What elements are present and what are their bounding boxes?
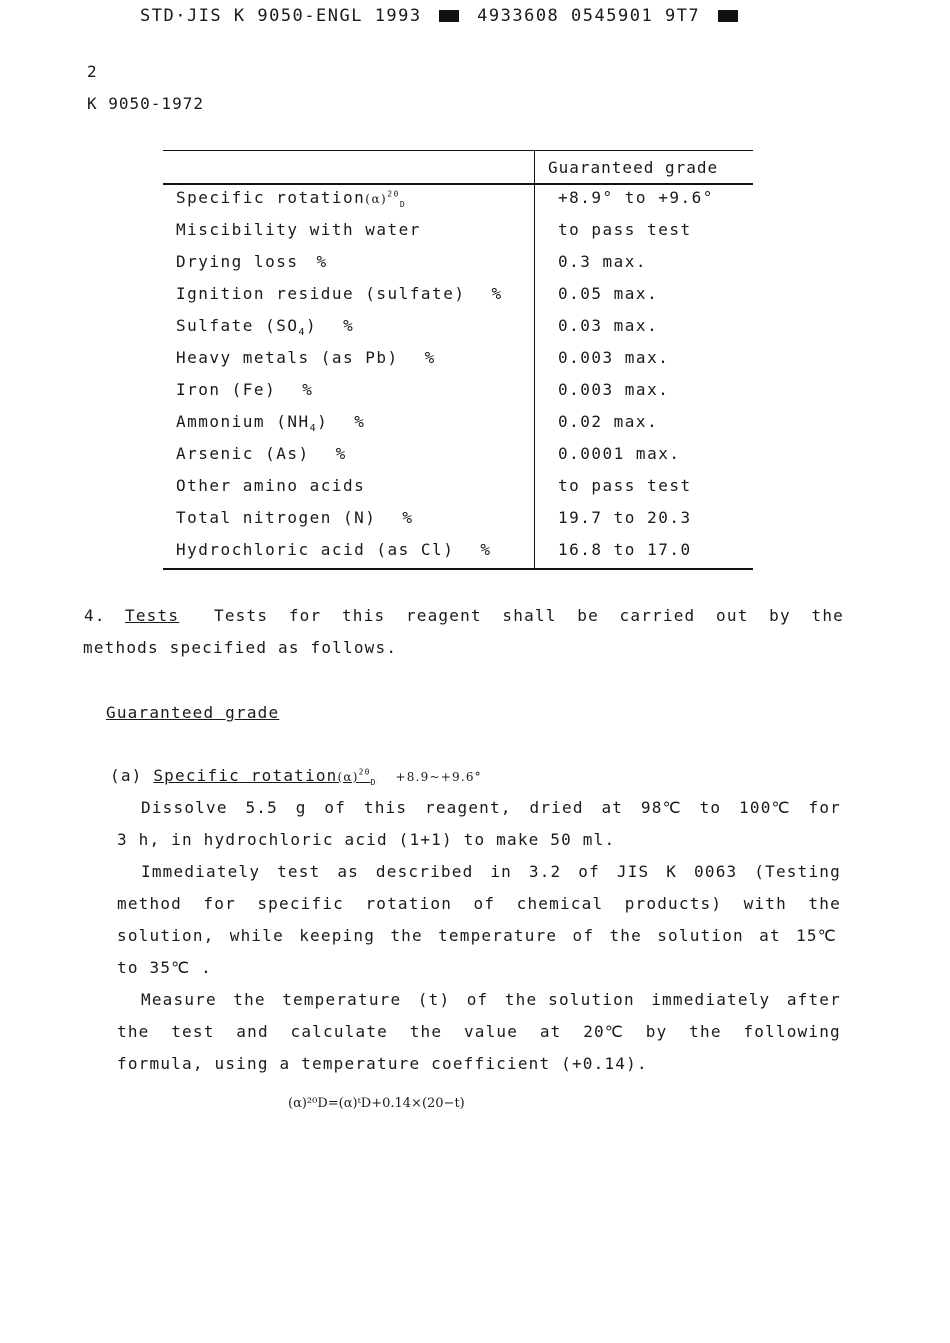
paragraph-2-line-2: method for specific rotation of chemical products) with the [117, 894, 841, 913]
row-item: Ammonium $(NH_4)$ % [176, 412, 366, 435]
row-value: 16.8 to 17.0 [558, 540, 692, 559]
row-item: Other amino acids [176, 476, 366, 495]
table-row [163, 220, 753, 252]
table-row [163, 380, 753, 412]
redaction-block-icon [439, 10, 459, 22]
paragraph-3-line-1: Measure the temperature (t) of the solution immediately after [141, 990, 841, 1009]
paragraph-3-line-2: the test and calculate the value at 20℃ by the following [117, 1022, 841, 1041]
table-row [163, 316, 753, 348]
row-value: to pass test [558, 476, 692, 495]
row-item: Total nitrogen (N) % [176, 508, 414, 527]
row-value: 0.003 max. [558, 380, 670, 399]
row-value: 0.0001 max. [558, 444, 681, 463]
row-item: Sulfate $(SO_4)$ % [176, 316, 355, 339]
page-number: 2 [87, 62, 97, 81]
row-item: Specific $rotation(\alpha)^{20}_D$ [176, 188, 407, 210]
row-value: 0.02 max. [558, 412, 659, 431]
row-item: Miscibility with water [176, 220, 421, 239]
table-row [163, 444, 753, 476]
table-row [163, 412, 753, 444]
paragraph-2-line-1: Immediately test as described in 3.2 of JIS K 0063 (Testing [141, 862, 841, 881]
row-value: 0.05 max. [558, 284, 659, 303]
table-row [163, 284, 753, 316]
header-doc-id: STD·JIS K 9050-ENGL 1993 [140, 6, 422, 26]
table-row [163, 188, 753, 220]
row-value: 0.003 max. [558, 348, 670, 367]
row-value: +8.9° to +9.6° [558, 188, 714, 207]
section-4-number: 4. [84, 606, 106, 625]
table-row [163, 348, 753, 380]
table-top-rule [163, 150, 753, 151]
row-value: to pass test [558, 220, 692, 239]
table-row [163, 540, 753, 572]
item-a-heading: (a) Specific $rotation(\alpha)^{20}_D$ +8.9~+9.6° [110, 766, 482, 788]
row-item: Arsenic (As) % [176, 444, 347, 463]
item-a-range: +8.9~+9.6° [395, 770, 482, 784]
paragraph-3-line-3: formula, using a temperature coefficient (+0.14). [117, 1054, 648, 1073]
paragraph-2-line-4: to 35℃ . [117, 958, 212, 977]
table-row [163, 508, 753, 540]
header-code-3: 9T7 [664, 6, 701, 26]
table-column-header: Guaranteed grade [548, 158, 719, 177]
section-4-line-2: methods specified as follows. [83, 638, 398, 657]
table-row [163, 252, 753, 284]
row-item: Drying loss % [176, 252, 328, 271]
section-4-heading: Tests [125, 606, 180, 625]
table-row [163, 476, 753, 508]
item-a-title: Specific $rotation(\alpha)^{20}_D$ [153, 766, 377, 788]
row-value: 19.7 to 20.3 [558, 508, 692, 527]
row-value: 0.3 max. [558, 252, 648, 271]
rotation-formula: (α)²⁰D=(α)ᵗD+0.14×(20−t) [288, 1096, 465, 1111]
paragraph-1-line-1: Dissolve 5.5 g of this reagent, dried at 98℃ to 100℃ for [141, 798, 841, 817]
row-item: Iron (Fe) % [176, 380, 314, 399]
section-4-line-1: Tests for this reagent shall be carried out by the [214, 606, 844, 625]
specification-table [163, 150, 753, 570]
redaction-block-icon [718, 10, 738, 22]
row-value: 0.03 max. [558, 316, 659, 335]
document-header [140, 6, 744, 26]
row-item: Hydrochloric acid (as Cl) % [176, 540, 492, 559]
paragraph-2-line-3: solution, while keeping the temperature of the solution at 15℃ [117, 926, 837, 945]
row-item: Heavy metals (as Pb) % [176, 348, 436, 367]
subsection-title: Guaranteed grade [106, 703, 280, 722]
header-code-2: 0545901 [571, 6, 654, 26]
header-code-1: 4933608 [477, 6, 560, 26]
standard-number: K 9050-1972 [87, 94, 204, 113]
row-item: Ignition residue (sulfate) % [176, 284, 503, 303]
table-header-rule [163, 183, 753, 185]
paragraph-1-line-2: 3 h, in hydrochloric acid (1+1) to make 50 ml. [117, 830, 616, 849]
